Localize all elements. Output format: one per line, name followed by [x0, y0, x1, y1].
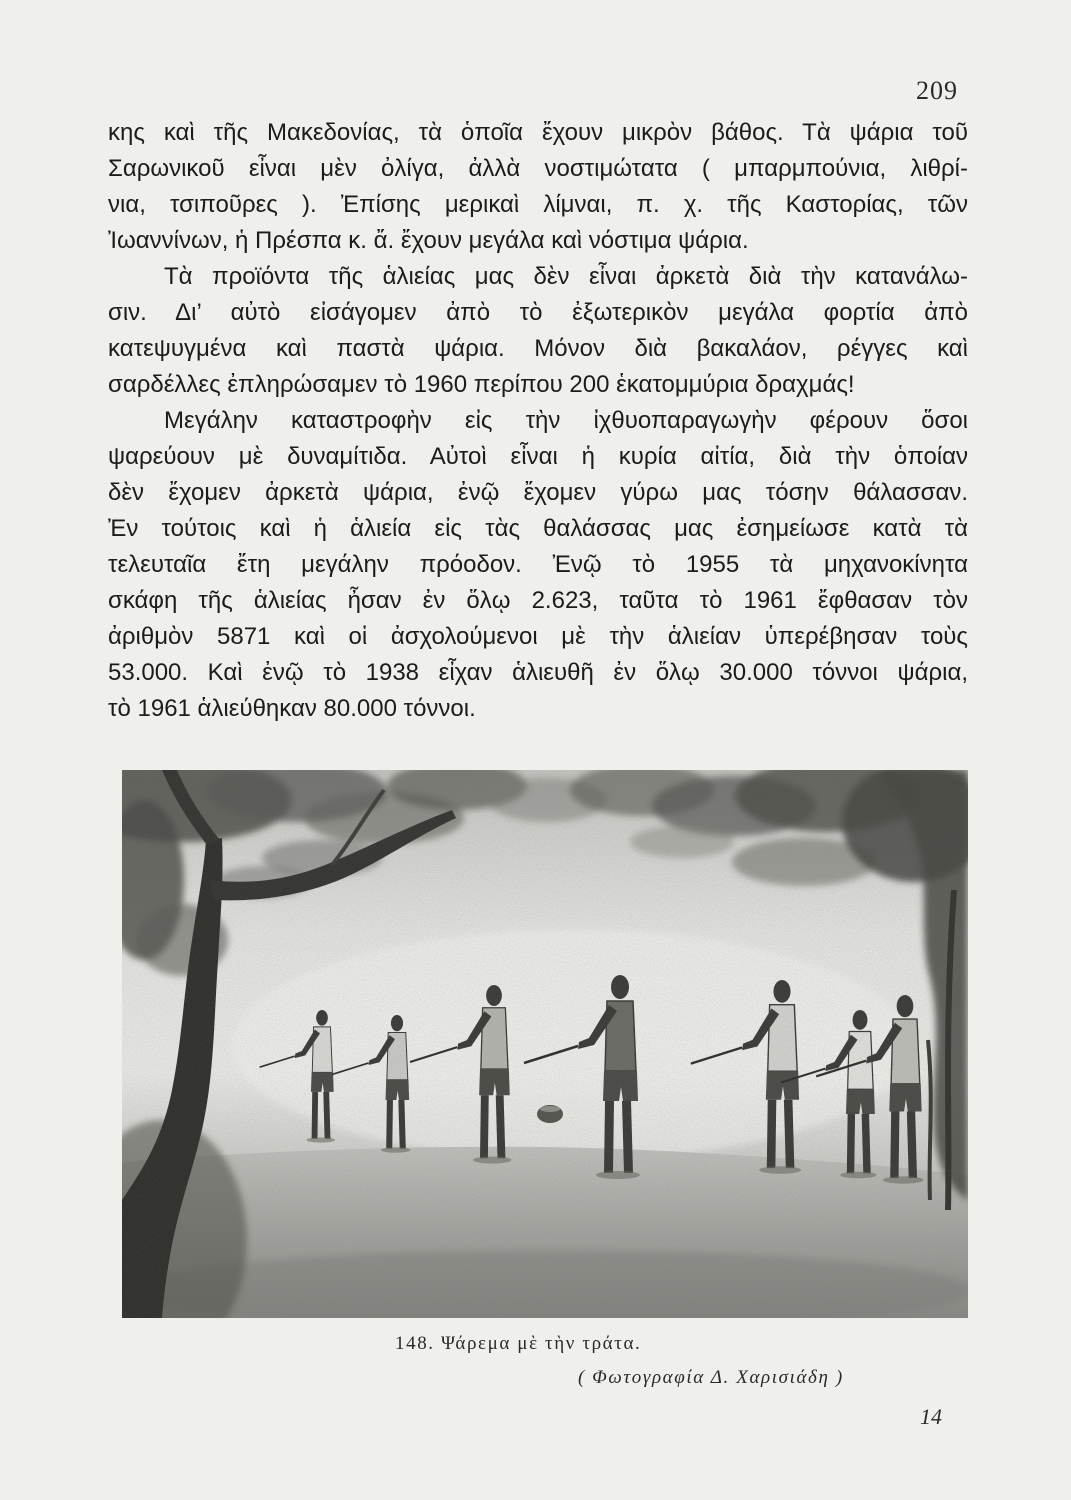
- text-line: τὸ 1961 ἁλιεύθηκαν 80.000 τόννοι.: [108, 695, 476, 722]
- body-text: [108, 115, 968, 727]
- text-line: 53.000. Καὶ ἐνῷ τὸ 1938 εἶχαν ἁλιευθῆ ἐν ὅλῳ 30.000 τόννοι ψάρια,: [108, 659, 968, 686]
- text-line: σιν. Δι’ αὐτὸ εἰσάγομεν ἀπὸ τὸ ἐξωτερικὸν μεγάλα φορτία ἀπὸ: [108, 299, 968, 326]
- fishing-photograph: [122, 770, 968, 1318]
- paragraph: [108, 403, 968, 727]
- text-line: δὲν ἔχομεν ἀρκετὰ ψάρια, ἐνῷ ἔχομεν γύρω μας τόσην θάλασσαν.: [108, 479, 968, 506]
- text-line: Σαρωνικοῦ εἶναι μὲν ὀλίγα, ἀλλὰ νοστιμώτατα ( μπαρμπούνια, λιθρί-: [108, 155, 968, 182]
- text-line: ἀριθμὸν 5871 καὶ οἱ ἀσχολούμενοι μὲ τὴν ἁλιείαν ὑπερέβησαν τοὺς: [108, 623, 968, 650]
- figure: [122, 770, 968, 1318]
- paragraph: [108, 259, 968, 403]
- signature-mark: 14: [920, 1404, 942, 1429]
- photo-grain: [122, 770, 968, 1318]
- text-line: Ἐν τούτοις καὶ ἡ ἁλιεία εἰς τὰς θαλάσσας μας ἐσημείωσε κατὰ τὰ: [108, 515, 968, 542]
- photo-credit: ( Φωτογραφία Δ. Χαρισιάδη ): [578, 1367, 844, 1388]
- text-line: ψαρεύουν μὲ δυναμίτιδα. Αὐτοὶ εἶναι ἡ κυρία αἰτία, διὰ τὴν ὁποίαν: [108, 443, 968, 470]
- text-line: κης καὶ τῆς Μακεδονίας, τὰ ὁποῖα ἔχουν μικρὸν βάθος. Τὰ ψάρια τοῦ: [108, 119, 968, 146]
- text-line: Ἰωαννίνων, ἡ Πρέσπα κ. ἄ. ἔχουν μεγάλα καὶ νόστιμα ψάρια.: [108, 227, 749, 254]
- text-line: τελευταῖα ἔτη μεγάλην πρόοδον. Ἐνῷ τὸ 1955 τὰ μηχανοκίνητα: [108, 551, 968, 578]
- text-line: σκάφη τῆς ἁλιείας ἦσαν ἐν ὅλῳ 2.623, ταῦτα τὸ 1961 ἔφθασαν τὸν: [108, 587, 968, 614]
- paragraph: [108, 115, 968, 259]
- text-line: νια, τσιποῦρες ). Ἐπίσης μερικαὶ λίμναι, π. χ. τῆς Καστορίας, τῶν: [108, 191, 968, 218]
- text-line: σαρδέλλες ἐπληρώσαμεν τὸ 1960 περίπου 200 ἑκατομμύρια δραχμάς!: [108, 371, 855, 398]
- text-line: κατεψυγμένα καὶ παστὰ ψάρια. Μόνον διὰ βακαλάον, ρέγγες καὶ: [108, 335, 968, 362]
- text-line: Τὰ προϊόντα τῆς ἁλιείας μας δὲν εἶναι ἀρκετὰ διὰ τὴν κατανάλω-: [164, 263, 968, 290]
- text-line: Μεγάλην καταστροφὴν εἰς τὴν ἰχθυοπαραγωγὴν φέρουν ὅσοι: [164, 407, 968, 434]
- figure-caption: 148. Ψάρεμα μὲ τὴν τράτα.: [395, 1333, 642, 1354]
- page-number: 209: [916, 76, 958, 105]
